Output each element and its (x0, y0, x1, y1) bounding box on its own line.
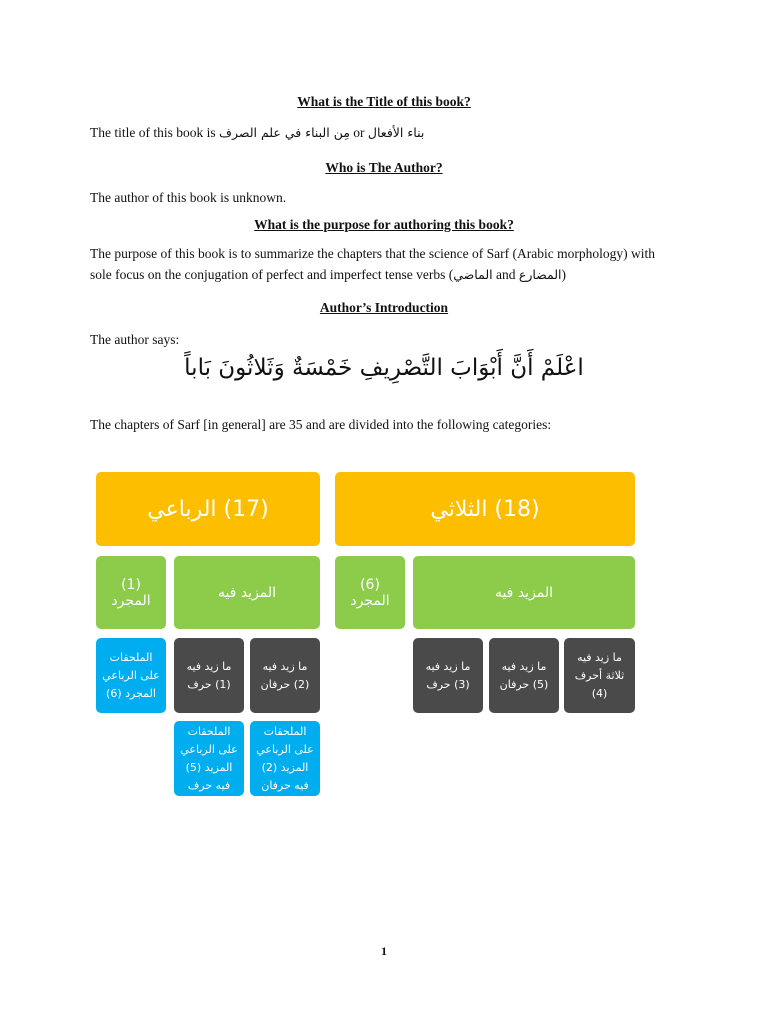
title-or: or (353, 125, 365, 140)
ruba-mulhaq-mazid-2-box: الملحقات على الرباعي المزيد (2) فيه حرفان (250, 721, 320, 796)
purpose-arabic-1: الماضي (453, 267, 493, 282)
thulathi-mazid-box: المزيد فيه (413, 556, 635, 629)
ruba-mulhaq-mujarrad-box: الملحقات على الرباعي المجرد (6) (96, 638, 166, 713)
author-says: The author says: (90, 332, 180, 347)
page-number: 1 (381, 944, 387, 958)
heading-introduction: Author’s Introduction (319, 300, 449, 315)
ruba-mazid-box: المزيد فيه (174, 556, 320, 629)
ruba-mulhaq-mazid-1-box: الملحقات على الرباعي المزيد (5) فيه حرف (174, 721, 244, 796)
heading-title-question: What is the Title of this book? (297, 94, 471, 109)
ruba-mazid-1-box: ما زيد فيه (1) حرف (174, 638, 244, 713)
thulathi-mazid-1-box: ما زيد فيه (3) حرف (413, 638, 483, 713)
chapters-paragraph: The chapters of Sarf [in general] are 35 and are divided into the following categories: (90, 417, 552, 432)
title-arabic-1: بناء الأفعال (367, 125, 425, 140)
purpose-close: ) (561, 267, 567, 282)
thulathi-mujarrad-box: (6) المجرد (335, 556, 405, 629)
heading-author-question: Who is The Author? (325, 160, 443, 175)
thulathi-mazid-3-box: ما زيد فيه ثلاثة أحرف (4) (564, 638, 635, 713)
title-arabic-2: مِن البناء في علم الصرف (219, 125, 350, 140)
purpose-arabic-2: المضارع (518, 267, 562, 282)
arabic-quote: اعْلَمْ أَنَّ أَبْوَابَ التَّصْرِيفِ خَمْسَةٌ وَثَلاثُونَ بَاباً (184, 355, 584, 381)
title-paragraph (90, 122, 680, 143)
ruba-title-box: (17) الرباعي (96, 472, 320, 546)
ruba-mujarrad-box: (1) المجرد (96, 556, 166, 629)
author-paragraph: The author of this book is unknown. (90, 190, 287, 205)
purpose-text: The purpose of this book is to summarize the chapters that the science of Sarf (Arabic morphology) with sole focus on the conjugation of perfect and imperfect tense verbs ( (90, 246, 655, 282)
thulathi-mazid-2-box: ما زيد فيه (5) حرفان (489, 638, 559, 713)
heading-purpose-question: What is the purpose for authoring this book? (254, 217, 514, 232)
title-prefix: The title of this book is (90, 125, 216, 140)
ruba-mazid-2-box: ما زيد فيه (2) حرفان (250, 638, 320, 713)
purpose-and: and (495, 267, 516, 282)
thulathi-title-box: (18) الثلاثي (335, 472, 635, 546)
purpose-paragraph (90, 243, 680, 285)
